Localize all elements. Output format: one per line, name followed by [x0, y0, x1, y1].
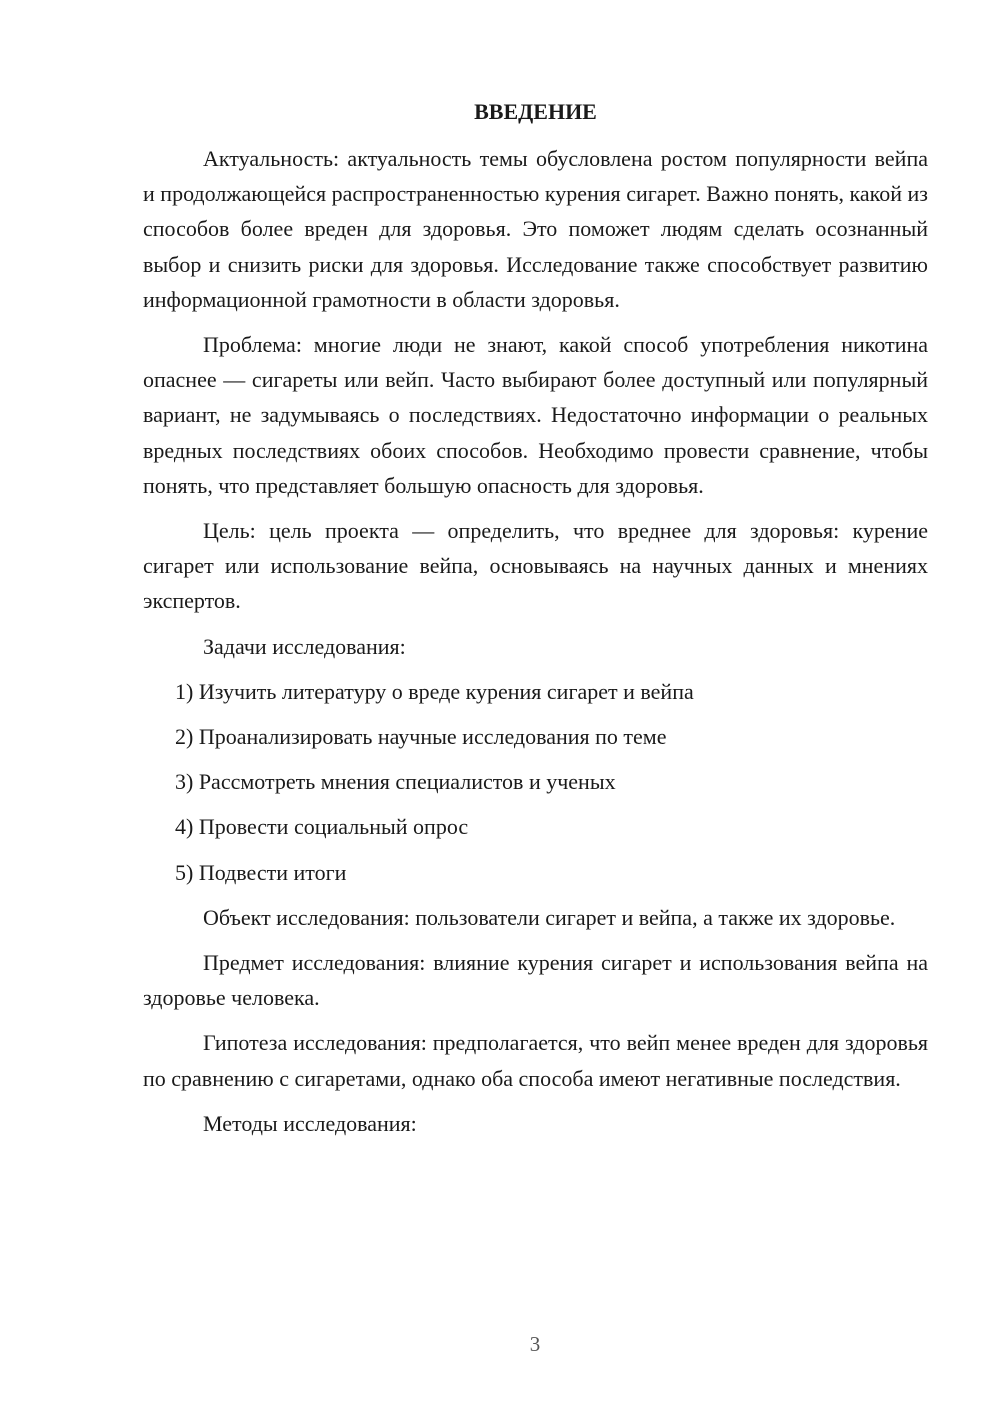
page-content: [143, 94, 928, 1151]
tasks-list: [143, 674, 928, 890]
list-item: 4) Провести социальный опрос: [175, 814, 469, 840]
list-item: 3) Рассмотреть мнения специалистов и ученых: [175, 769, 616, 795]
subject-paragraph: Предмет исследования: влияние курения сигарет и использования вейпа на здоровье человека.: [143, 950, 928, 1011]
list-item: 5) Подвести итоги: [175, 859, 347, 885]
tasks-heading: Задачи исследования:: [203, 633, 406, 659]
list-item: 2) Проанализировать научные исследования по теме: [175, 724, 667, 750]
object-paragraph: Объект исследования: пользователи сигарет и вейпа, а также их здоровье.: [203, 904, 896, 930]
problem-paragraph: Проблема: многие люди не знают, какой способ употребления никотина опаснее — сигареты или вейп. Часто выбирают более доступный или популярный вариант, не задумываясь о последствиях. Недостаточно информации о реальных вредных последствиях обоих способов. Необходимо провести сравнение, чтобы понять, что представляет большую опасность для здоровья.: [143, 332, 928, 498]
hypothesis-paragraph: Гипотеза исследования: предполагается, что вейп менее вреден для здоровья по сравнению с сигаретами, однако оба способа имеют негативные последствия.: [143, 1030, 928, 1091]
relevance-paragraph: Актуальность: актуальность темы обусловлена ростом популярности вейпа и продолжающейся распространенностью курения сигарет. Важно понять, какой из способов более вреден для здоровья. Это поможет людям сделать осознанный выбор и снизить риски для здоровья. Исследование также способствует развитию информационной грамотности в области здоровья.: [143, 146, 928, 312]
methods-heading: Методы исследования:: [203, 1110, 417, 1136]
list-item: 1) Изучить литературу о вреде курения сигарет и вейпа: [175, 678, 694, 704]
page-number: 3: [529, 1332, 541, 1356]
goal-paragraph: Цель: цель проекта — определить, что вреднее для здоровья: курение сигарет или использование вейпа, основываясь на научных данных и мнениях экспертов.: [143, 518, 928, 614]
page-title: ВВЕДЕНИЕ: [474, 99, 597, 124]
